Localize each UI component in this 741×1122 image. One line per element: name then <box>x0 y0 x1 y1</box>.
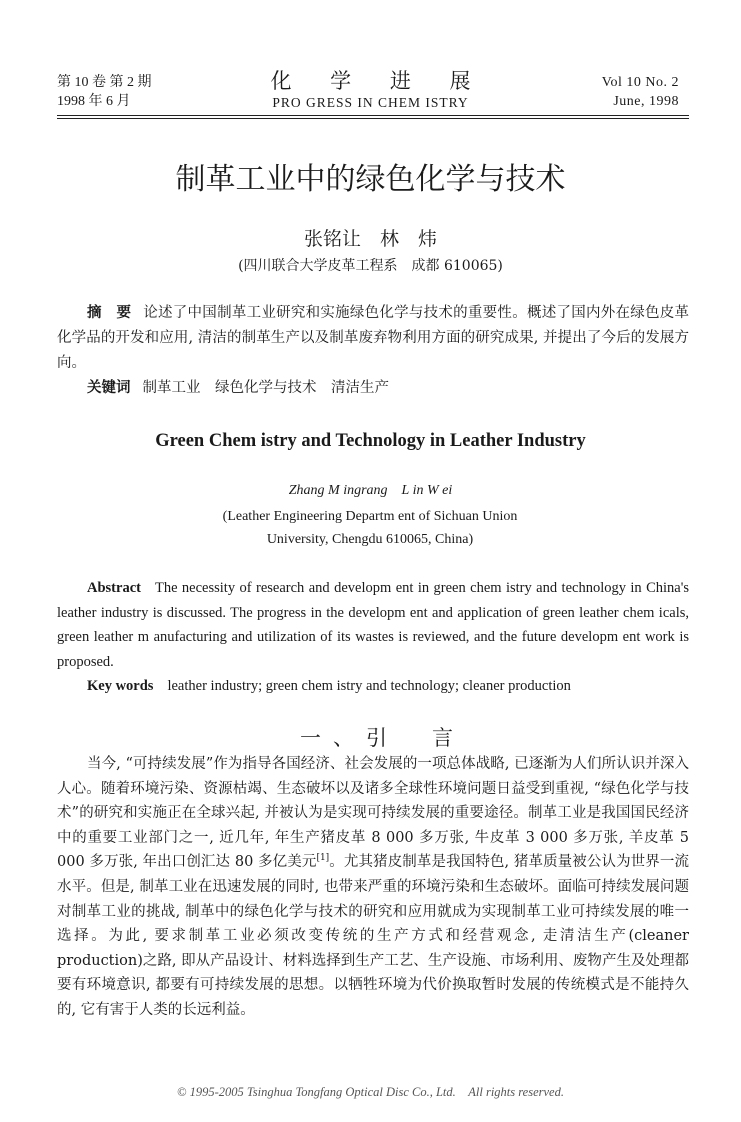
keywords-cn <box>57 375 689 401</box>
header-rule-thick <box>57 115 689 116</box>
authors-en: Zhang M ingrang L in W ei <box>288 483 453 498</box>
article-title-cn: 制革工业中的绿色化学与技术 <box>175 162 566 197</box>
keywords-en-label: Key words <box>87 678 154 694</box>
introduction-paragraph <box>57 752 689 1023</box>
keywords-en <box>57 674 689 699</box>
affiliation-cn: (四川联合大学皮革工程系 成都 610065) <box>238 258 503 274</box>
citation-ref: [1] <box>316 853 330 864</box>
abstract-en <box>57 576 689 674</box>
intro-text-part1: 当今, “可持续发展”作为指导各国经济、社会发展的一项总体战略, 已逐渐为人们所认识并深入人心。随着环境污染、资源枯竭、生态破坏以及诸多全球性环境问题日益受到重视, “绿色化学与技术”的研究和实施正在全球兴起, 并被认为是实现可持续发展的重要途径。制革工业是我国国民经济中的重要工业部门之一, 近几年, 年生产猪皮革 8 000 多万张, 牛皮革 3 000 多万张, 羊皮革 5 000 多万张, 年出口创汇达 80 多亿美元 <box>57 756 689 871</box>
abstract-cn-label: 摘 要 <box>87 304 132 321</box>
abstract-cn <box>57 300 689 376</box>
keywords-en-text: leather industry; green chem istry and technology; cleaner production <box>167 678 571 694</box>
section-heading-introduction: 一、引 言 <box>300 726 465 750</box>
abstract-en-label: Abstract <box>87 580 141 596</box>
abstract-cn-text: 论述了中国制革工业研究和实施绿色化学与技术的重要性。概述了国内外在绿色皮革化学品的开发和应用, 清洁的制革生产以及制革废弃物利用方面的研究成果, 并提出了今后的发展方向。 <box>57 305 690 371</box>
article-title-en: Green Chem istry and Technology in Leather Industry <box>155 431 586 451</box>
copyright-footer: © 1995-2005 Tsinghua Tongfang Optical Disc Co., Ltd. All rights reserved. <box>177 1085 564 1099</box>
authors-cn: 张铭让 林 炜 <box>303 228 437 250</box>
issue-date-en: June, 1998 <box>613 94 679 109</box>
issue-date-cn: 1998 年 6 月 <box>57 94 131 109</box>
header-rule-thin <box>57 118 689 119</box>
intro-text-part2: 。尤其猪皮制革是我国特色, 猪革质量被公认为世界一流水平。但是, 制革工业在迅速发展的同时, 也带来严重的环境污染和生态破坏。面临可持续发展问题对制革工业的挑战, 制革中的绿色化学与技术的研究和应用就成为实现制革工业可持续发展的唯一选择。为此, 要求制革工业必须改变传统的生产方式和经营观念, 走清洁生产(cleaner production)之路, 即从产品设计、材料选择到生产工艺、生产设施、市场利用、废物产生及处理都要有环境意识, 都要有可持续发展的思想。以牺牲环境为代价换取暂时发展的传统模式是不能持久的, 它有害于人类的长远利益。 <box>57 854 689 1018</box>
keywords-cn-label: 关键词 <box>87 379 131 396</box>
volume-number-en: Vol 10 No. 2 <box>601 75 679 90</box>
journal-volume-info <box>602 73 679 111</box>
affiliation-en: (Leather Engineering Departm ent of Sichuan Union University, Chengdu 610065, China) <box>222 509 518 547</box>
journal-name-cn: 化 学 进 展 <box>270 69 487 93</box>
keywords-cn-text: 制革工业 绿色化学与技术 清洁生产 <box>142 380 389 396</box>
journal-name-en: PRO GRESS IN CHEM ISTRY <box>272 95 469 110</box>
volume-issue: 第 10 卷 第 2 期 <box>57 75 152 90</box>
abstract-en-text: The necessity of research and developm ent in green chem istry and technology in China's leather industry is discussed. The progress in the developm ent and application of green leather chem icals, green leather m anufacturing and utilization of its wastes is reviewed, and the future developm ent work is proposed. <box>57 580 689 670</box>
